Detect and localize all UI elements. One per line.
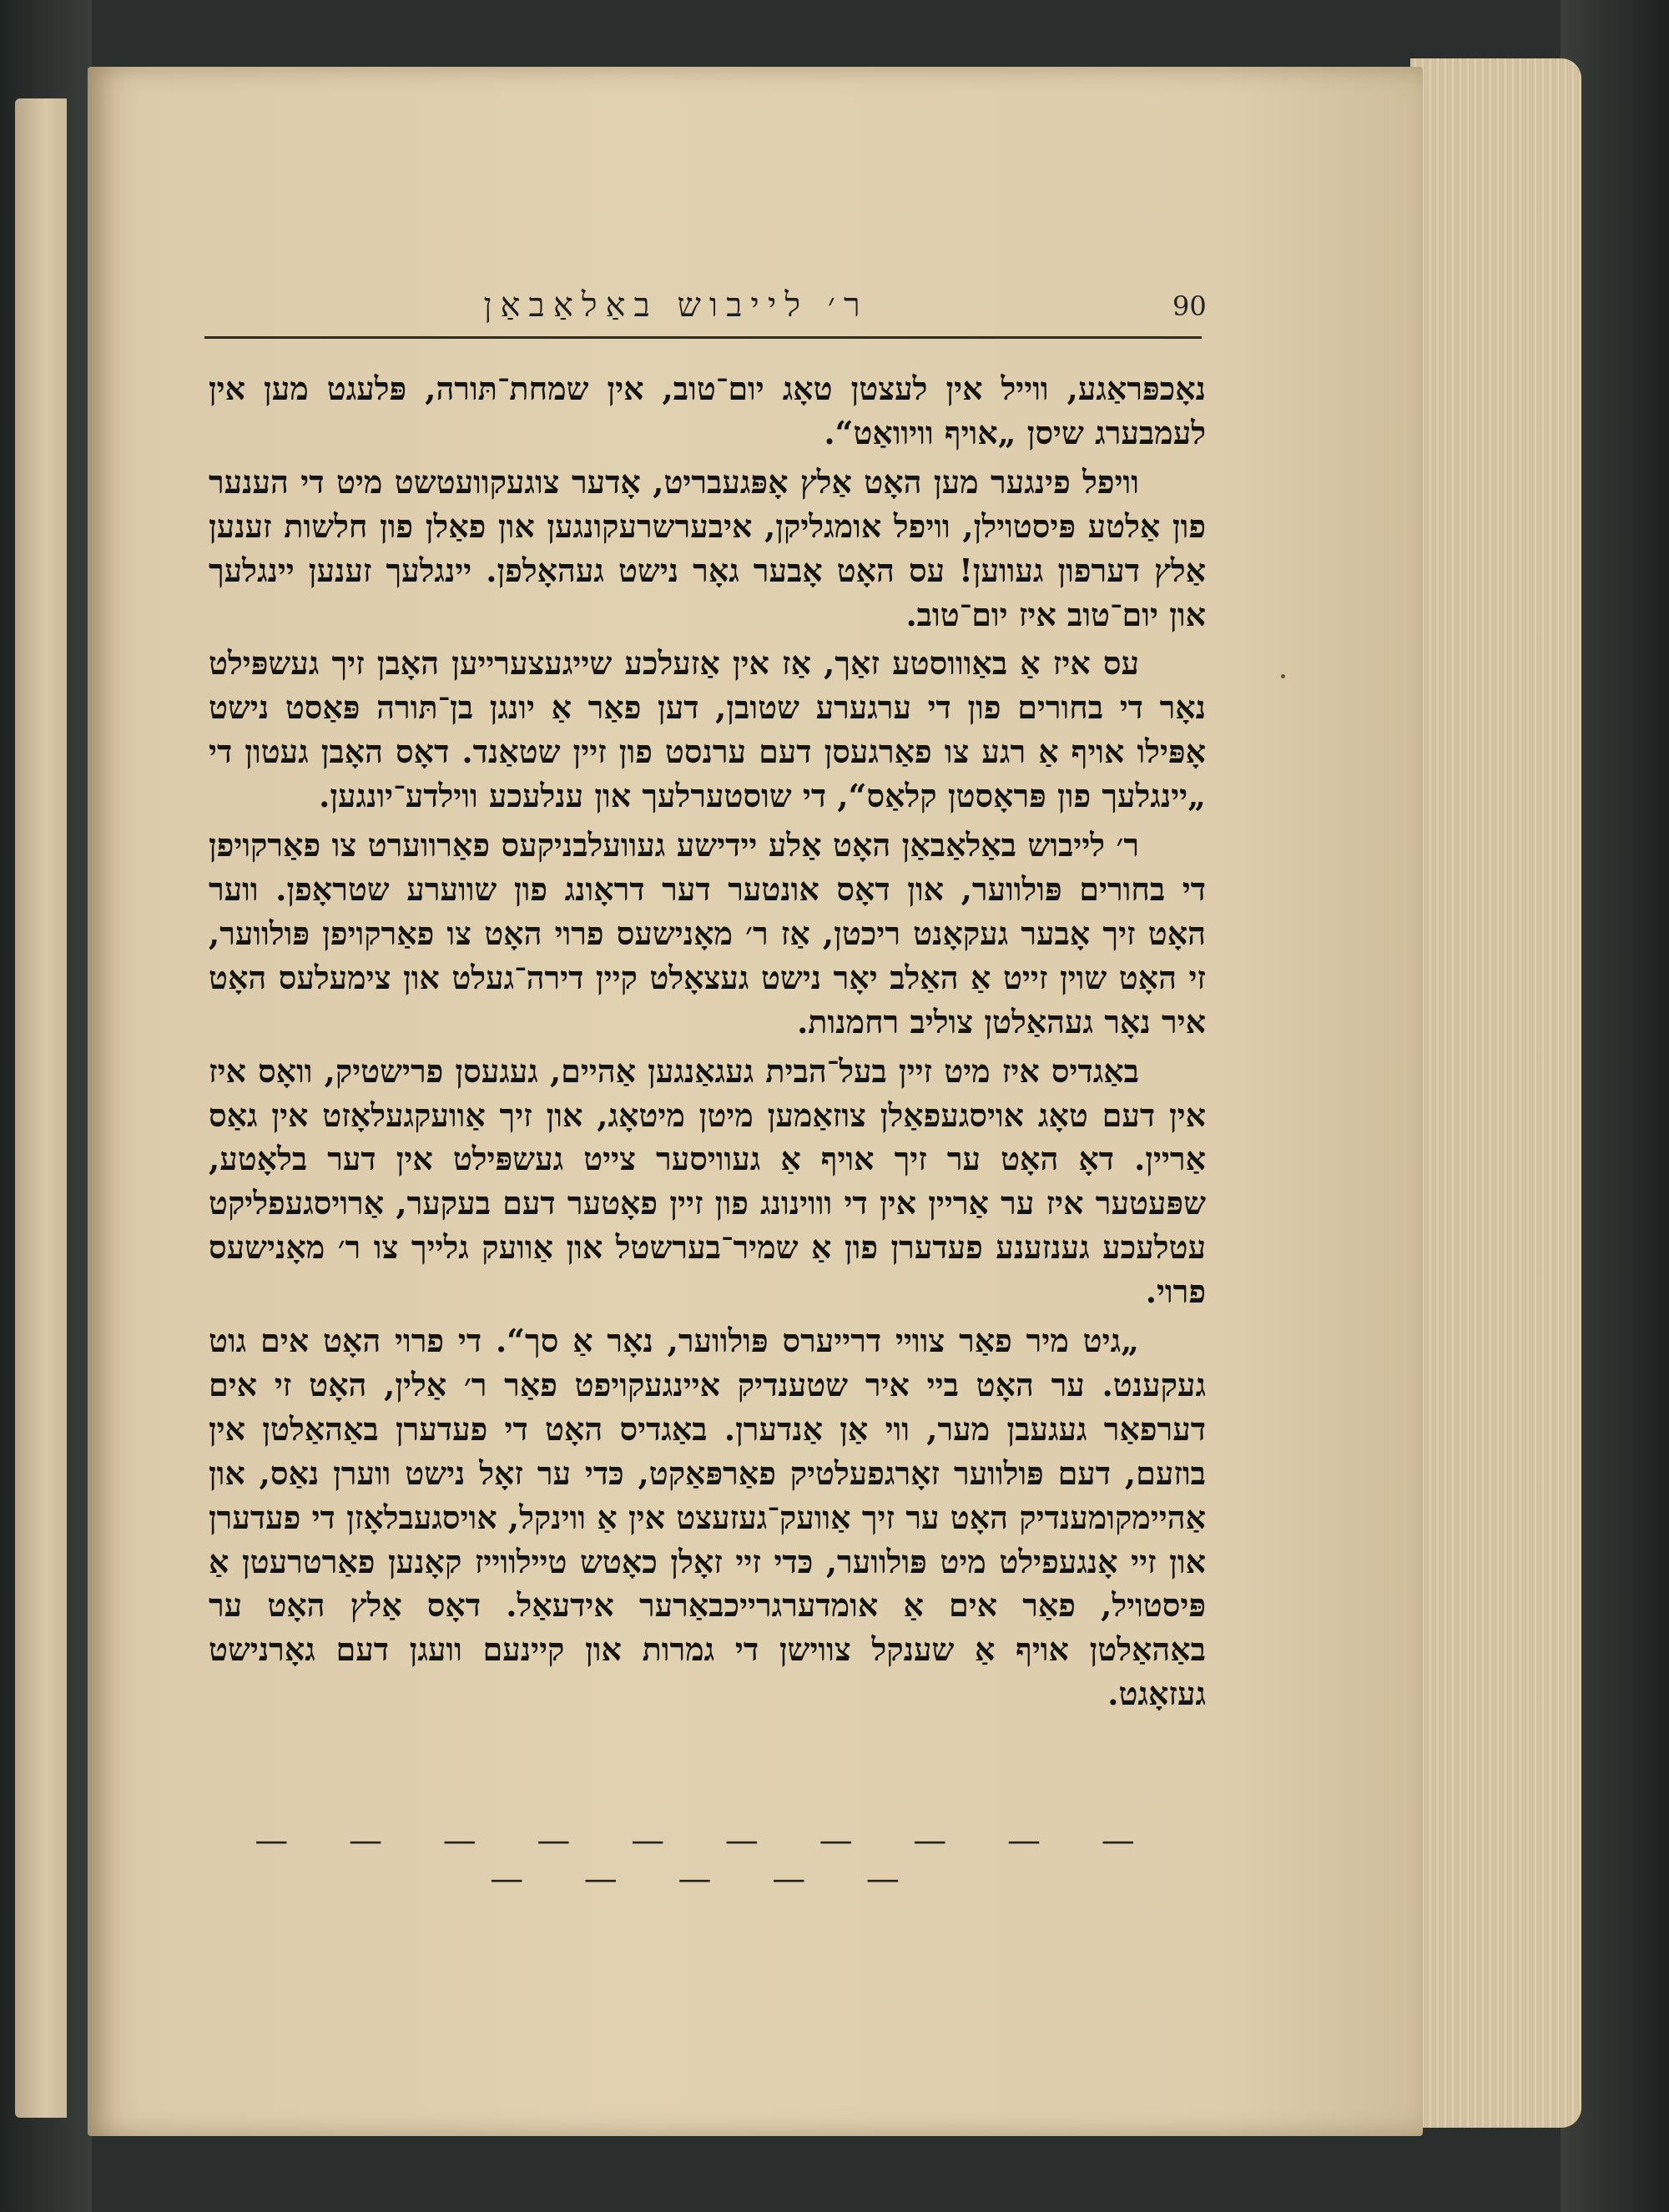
page-number: 90 (1172, 290, 1207, 322)
paragraph: ר׳ לייבוש באַלאַבאַן האָט אַלע יידישע געוועלבניקעס פאַרווערט צו פאַרקויפן די בחורים פּולווער, און דאָס אונטער דער דראָונג פון שווערע שטראָפן. ווער האָט זיך אָבער געקאָנט ריכטן, אַז ר׳ מאָנישעס פרוי האָט צו פאַרקויפן פּולווער, זי האָט שוין זייט אַ האַלב יאָר נישט געצאָלט קיין דירה־געלט און צימעלעס האָט איר נאָר געהאַלטן צוליב רחמנות. (209, 826, 1206, 1040)
page-stack-edge (1410, 58, 1581, 2128)
running-title: ר׳ לייבוש באַלאַבאַן (483, 286, 869, 325)
paragraph: וויפל פינגער מען האָט אַלץ אָפּגעבריט, אָדער צוגעקוועטשט מיט די הענער פון אַלטע פּיסטוילן, וויפל אומגליקן, איבערשרעקונגען און פאַלן פון חלשות זענען אַלץ דערפון געווען! עס האָט אָבער גאָר נישט געהאָלפן. יינגלעך זענען יינגלעך און יום־טוב איז יום־טוב. (209, 462, 1206, 633)
body-text (209, 367, 1206, 1721)
left-page-edge (15, 98, 67, 2118)
paper-speck (1281, 674, 1285, 678)
page-header (209, 285, 1206, 327)
closing-dashes: — — — — — — — — — — — — — — — (255, 1821, 1160, 1898)
paragraph: „גיט מיר פאַר צוויי דרייערס פּולווער, נאָר אַ סך“. די פרוי האָט אים גוט געקענט. ער האָט ביי איר שטענדיק איינגעקויפט פאַר ר׳ אַלין, האָט זי אים דערפאַר געגעבן מער, ווי אַן אַנדערן. באַגדיס האָט די פעדערן באַהאַלטן אין בוזעם, דעם פּולווער זאָרגפעלטיק פאַרפּאַקט, כּדי ער זאָל נישט ווערן נאַס, און אַהיימקומענדיק האָט ער זיך אַוועק־געזעצט אין אַ ווינקל, אויסגעבלאָזן די פעדערן און זיי אָנגעפילט מיט פּולווער, כּדי זיי זאָלן כאָטש טיילווייז קאָנען פאַרטרעטן אַ פּיסטויל, פאַר אים אַ אומדערגרייכבאַרער אידעאַל. דאָס אַלץ האָט ער באַהאַלטן אויף אַ שענקל צווישן די גמרות און קיינעם וועגן דעם גאָרנישט געזאָגט. (209, 1322, 1206, 1713)
paragraph: נאָכפּראַגע, ווייל אין לעצטן טאָג יום־טוב, אין שמחת־תּורה, פּלעגט מען אין לעמבערג שיסן „אויף וויוואַט“. (209, 370, 1206, 451)
header-rule (204, 336, 1202, 339)
paragraph: באַגדיס איז מיט זיין בעל־הבית געגאַנגען אַהיים, געגעסן פרישטיק, וואָס איז אין דעם טאָג אויסגעפאַלן צוזאַמען מיטן מיטאָג, און זיך אַוועקגעלאָזט אין גאַס אַריין. דאָ האָט ער זיך אויף אַ געוויסער צייט געשפּילט אין דער בלאָטע, שפּעטער איז ער אַריין אין די וווינונג פון זיין פאָטער דעם בעקער, אַרויסגעפליקט עטלעכע גענזענע פעדערן פון אַ שמיר־בערשטל און אַוועק גלייך צו ר׳ מאָנישעס פרוי. (209, 1051, 1206, 1311)
paragraph: עס איז אַ באַוווסטע זאַך, אַז אין אַזעלכע שייגעצערייען האָבן זיך געשפּילט נאָר די בחורים פון די ערגערע שטובן, דען פאַר אַ יונגן בן־תּורה פּאַסט נישט אָפּילו אויף אַ רגע צו פאַרגעסן דעם ערנסט פון זיין שטאַנד. דאָס האָבן געטון די „יינגלעך פון פּראָסטן קלאַס“, די שוסטערלעך און ענלעכע ווילדע־יונגען. (209, 644, 1206, 815)
